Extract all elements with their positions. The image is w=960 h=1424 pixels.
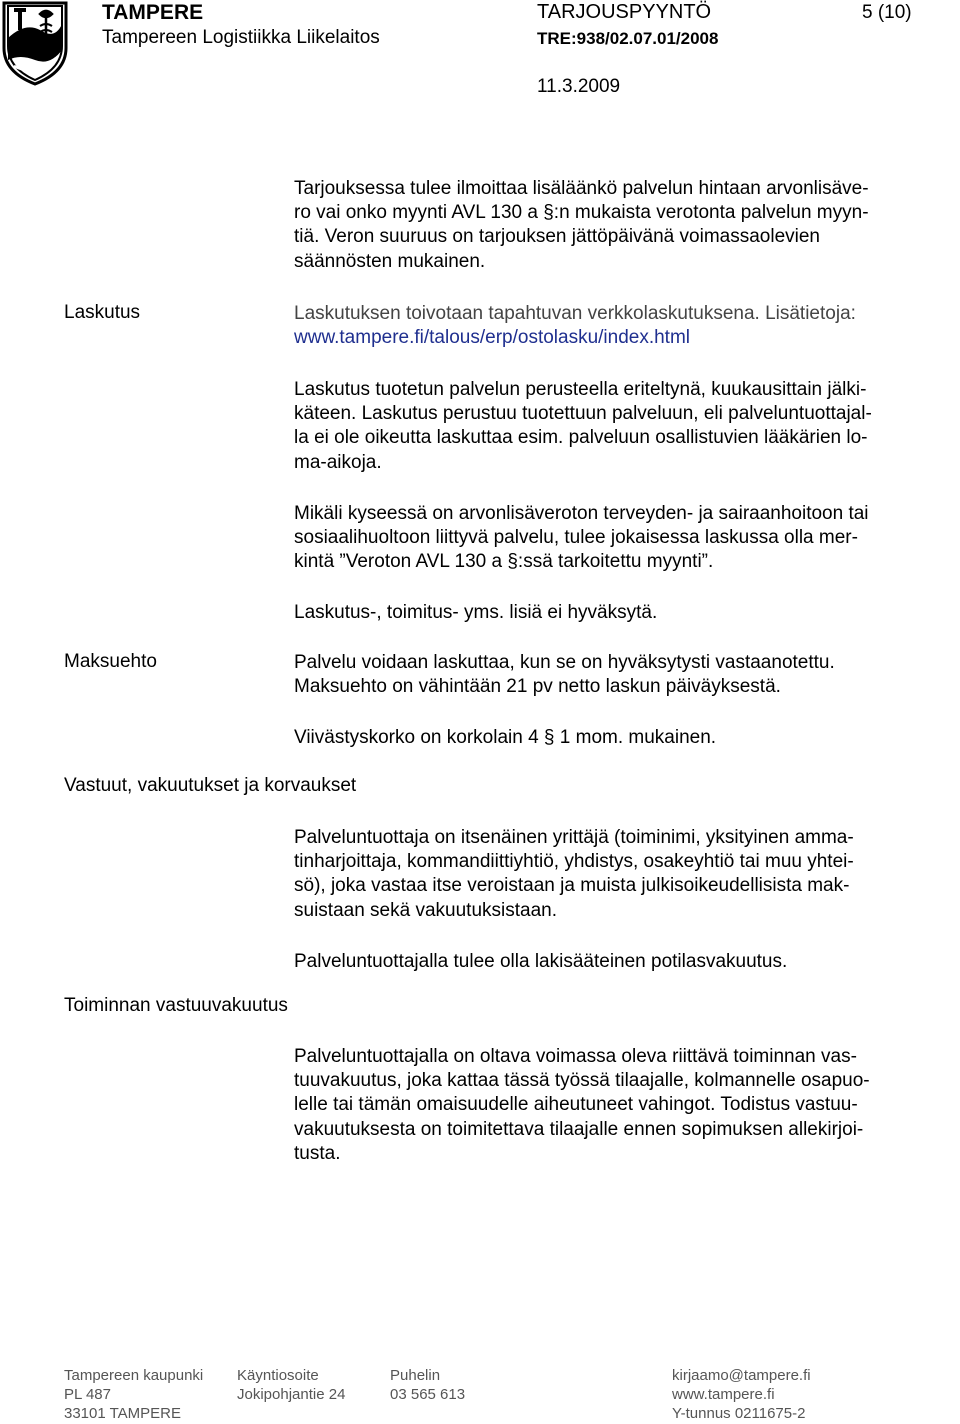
footer-postal-city: 33101 TAMPERE (64, 1405, 182, 1422)
footer-phone-label: Puhelin (390, 1367, 441, 1384)
maksuehto-p1-line: Maksuehto on vähintään 21 pv netto laskun päiväyksestä. (294, 676, 781, 698)
laskutus-p3-line: Mikäli kyseessä on arvonlisäveroton terveyden- ja sairaanhoitoon tai (294, 503, 869, 524)
footer-col-address (237, 1366, 345, 1404)
laskutus-p2-line: la ei ole oikeutta laskuttaa esim. palveluun osallistuvien lääkärien lo- (294, 427, 868, 449)
vastuut-paragraph-2 (294, 950, 787, 974)
header-org: TAMPERE (102, 1, 204, 24)
toiminnan-paragraph-1 (294, 1045, 870, 1166)
header-doc-ref: TRE:938/02.07.01/2008 (537, 29, 719, 48)
laskutus-info-link[interactable]: www.tampere.fi/talous/erp/ostolasku/index.html (294, 327, 691, 349)
intro-paragraph (294, 177, 869, 274)
header-suborg: Tampereen Logistiikka Liikelaitos (102, 27, 380, 48)
footer-po-box: PL 487 (64, 1386, 111, 1403)
footer-col-contact (672, 1366, 811, 1423)
intro-line: säännösten mukainen. (294, 250, 486, 272)
section-label-vastuut: Vastuut, vakuutukset ja korvaukset (64, 775, 357, 796)
footer-col-phone (390, 1366, 465, 1404)
footer-address-value: Jokipohjantie 24 (237, 1386, 346, 1403)
laskutus-p4-line: Laskutus-, toimitus- yms. lisiä ei hyväksytä. (294, 602, 658, 623)
laskutus-paragraph-2 (294, 378, 872, 475)
maksuehto-p2-line: Viivästyskorko on korkolain 4 § 1 mom. mukainen. (294, 727, 717, 748)
footer-address-label: Käyntiosoite (237, 1367, 319, 1384)
footer-web-link[interactable]: www.tampere.fi (672, 1386, 775, 1403)
footer-phone-value: 03 565 613 (390, 1386, 466, 1403)
laskutus-p3-line: sosiaalihuoltoon liittyvä palvelu, tulee jokaisessa laskussa olla mer- (294, 527, 858, 549)
vastuut-p1-line: suistaan sekä vakuutuksistaan. (294, 899, 557, 921)
laskutus-p3-line: kintä ”Veroton AVL 130 a §:ssä tarkoitettu myynti”. (294, 551, 714, 573)
header-doc-type: TARJOUSPYYNTÖ (537, 1, 712, 23)
maksuehto-p1-line: Palvelu voidaan laskuttaa, kun se on hyväksytysti vastaanotettu. (294, 652, 835, 673)
laskutus-paragraph-4 (294, 601, 657, 625)
footer-business-id: Y-tunnus 0211675-2 (672, 1405, 806, 1422)
laskutus-paragraph-3 (294, 502, 869, 575)
laskutus-p2-line: käteen. Laskutus perustuu tuotettuun palveluun, eli palveluntuottajal- (294, 403, 872, 425)
vastuut-p2-line: Palveluntuottajalla tulee olla lakisääteinen potilasvakuutus. (294, 951, 788, 972)
intro-line: tiä. Veron suuruus on tarjouksen jättöpäivänä voimassaolevien (294, 226, 820, 248)
toiminnan-p1-line: tuuvakuutus, joka kattaa tässä työssä tilaajalle, kolmannelle osapuo- (294, 1070, 870, 1092)
laskutus-p2-line: ma-aikoja. (294, 451, 382, 473)
tampere-coat-of-arms-icon (0, 0, 70, 86)
footer-col-organization (64, 1366, 203, 1423)
vastuut-p1-line: Palveluntuottaja on itsenäinen yrittäjä (toiminimi, yksityinen amma- (294, 827, 854, 848)
toiminnan-p1-line: lelle tai tämän omaisuudelle aiheutuneet vahingot. Todistus vastuu- (294, 1094, 858, 1116)
maksuehto-paragraph-1 (294, 651, 835, 699)
header-date: 11.3.2009 (537, 76, 621, 97)
toiminnan-p1-line: tusta. (294, 1142, 341, 1164)
laskutus-p1-line: Laskutuksen toivotaan tapahtuvan verkkolaskutuksena. Lisätietoja: (294, 303, 856, 324)
toiminnan-p1-line: Palveluntuottajalla on oltava voimassa oleva riittävä toiminnan vas- (294, 1046, 857, 1067)
vastuut-p1-line: sö), joka vastaa itse veroistaan ja muista julkisoikeudellisista mak- (294, 875, 850, 897)
laskutus-p2-line: Laskutus tuotetun palvelun perusteella eriteltynä, kuukausittain jälki- (294, 379, 867, 400)
footer-org-name: Tampereen kaupunki (64, 1367, 204, 1384)
vastuut-paragraph-1 (294, 826, 854, 923)
section-label-maksuehto: Maksuehto (64, 651, 157, 672)
toiminnan-p1-line: vakuutuksesta on toimitettava tilaajalle ennen sopimuksen allekirjoi- (294, 1118, 864, 1140)
maksuehto-paragraph-2 (294, 726, 716, 750)
footer-email-link[interactable]: kirjaamo@tampere.fi (672, 1367, 811, 1384)
intro-line: Tarjouksessa tulee ilmoittaa lisäläänkö palvelun hintaan arvonlisäve- (294, 178, 869, 199)
section-label-toiminnan-vastuuvakuutus: Toiminnan vastuuvakuutus (64, 995, 288, 1016)
vastuut-p1-line: tinharjoittaja, kommandiittiyhtiö, yhdistys, osakeyhtiö tai muu yhtei- (294, 851, 854, 873)
intro-line: ro vai onko myynti AVL 130 a §:n mukaista verotonta palvelun myyn- (294, 202, 869, 224)
laskutus-paragraph-1 (294, 302, 856, 350)
section-label-laskutus: Laskutus (64, 302, 141, 323)
header-page-number: 5 (10) (862, 2, 912, 23)
